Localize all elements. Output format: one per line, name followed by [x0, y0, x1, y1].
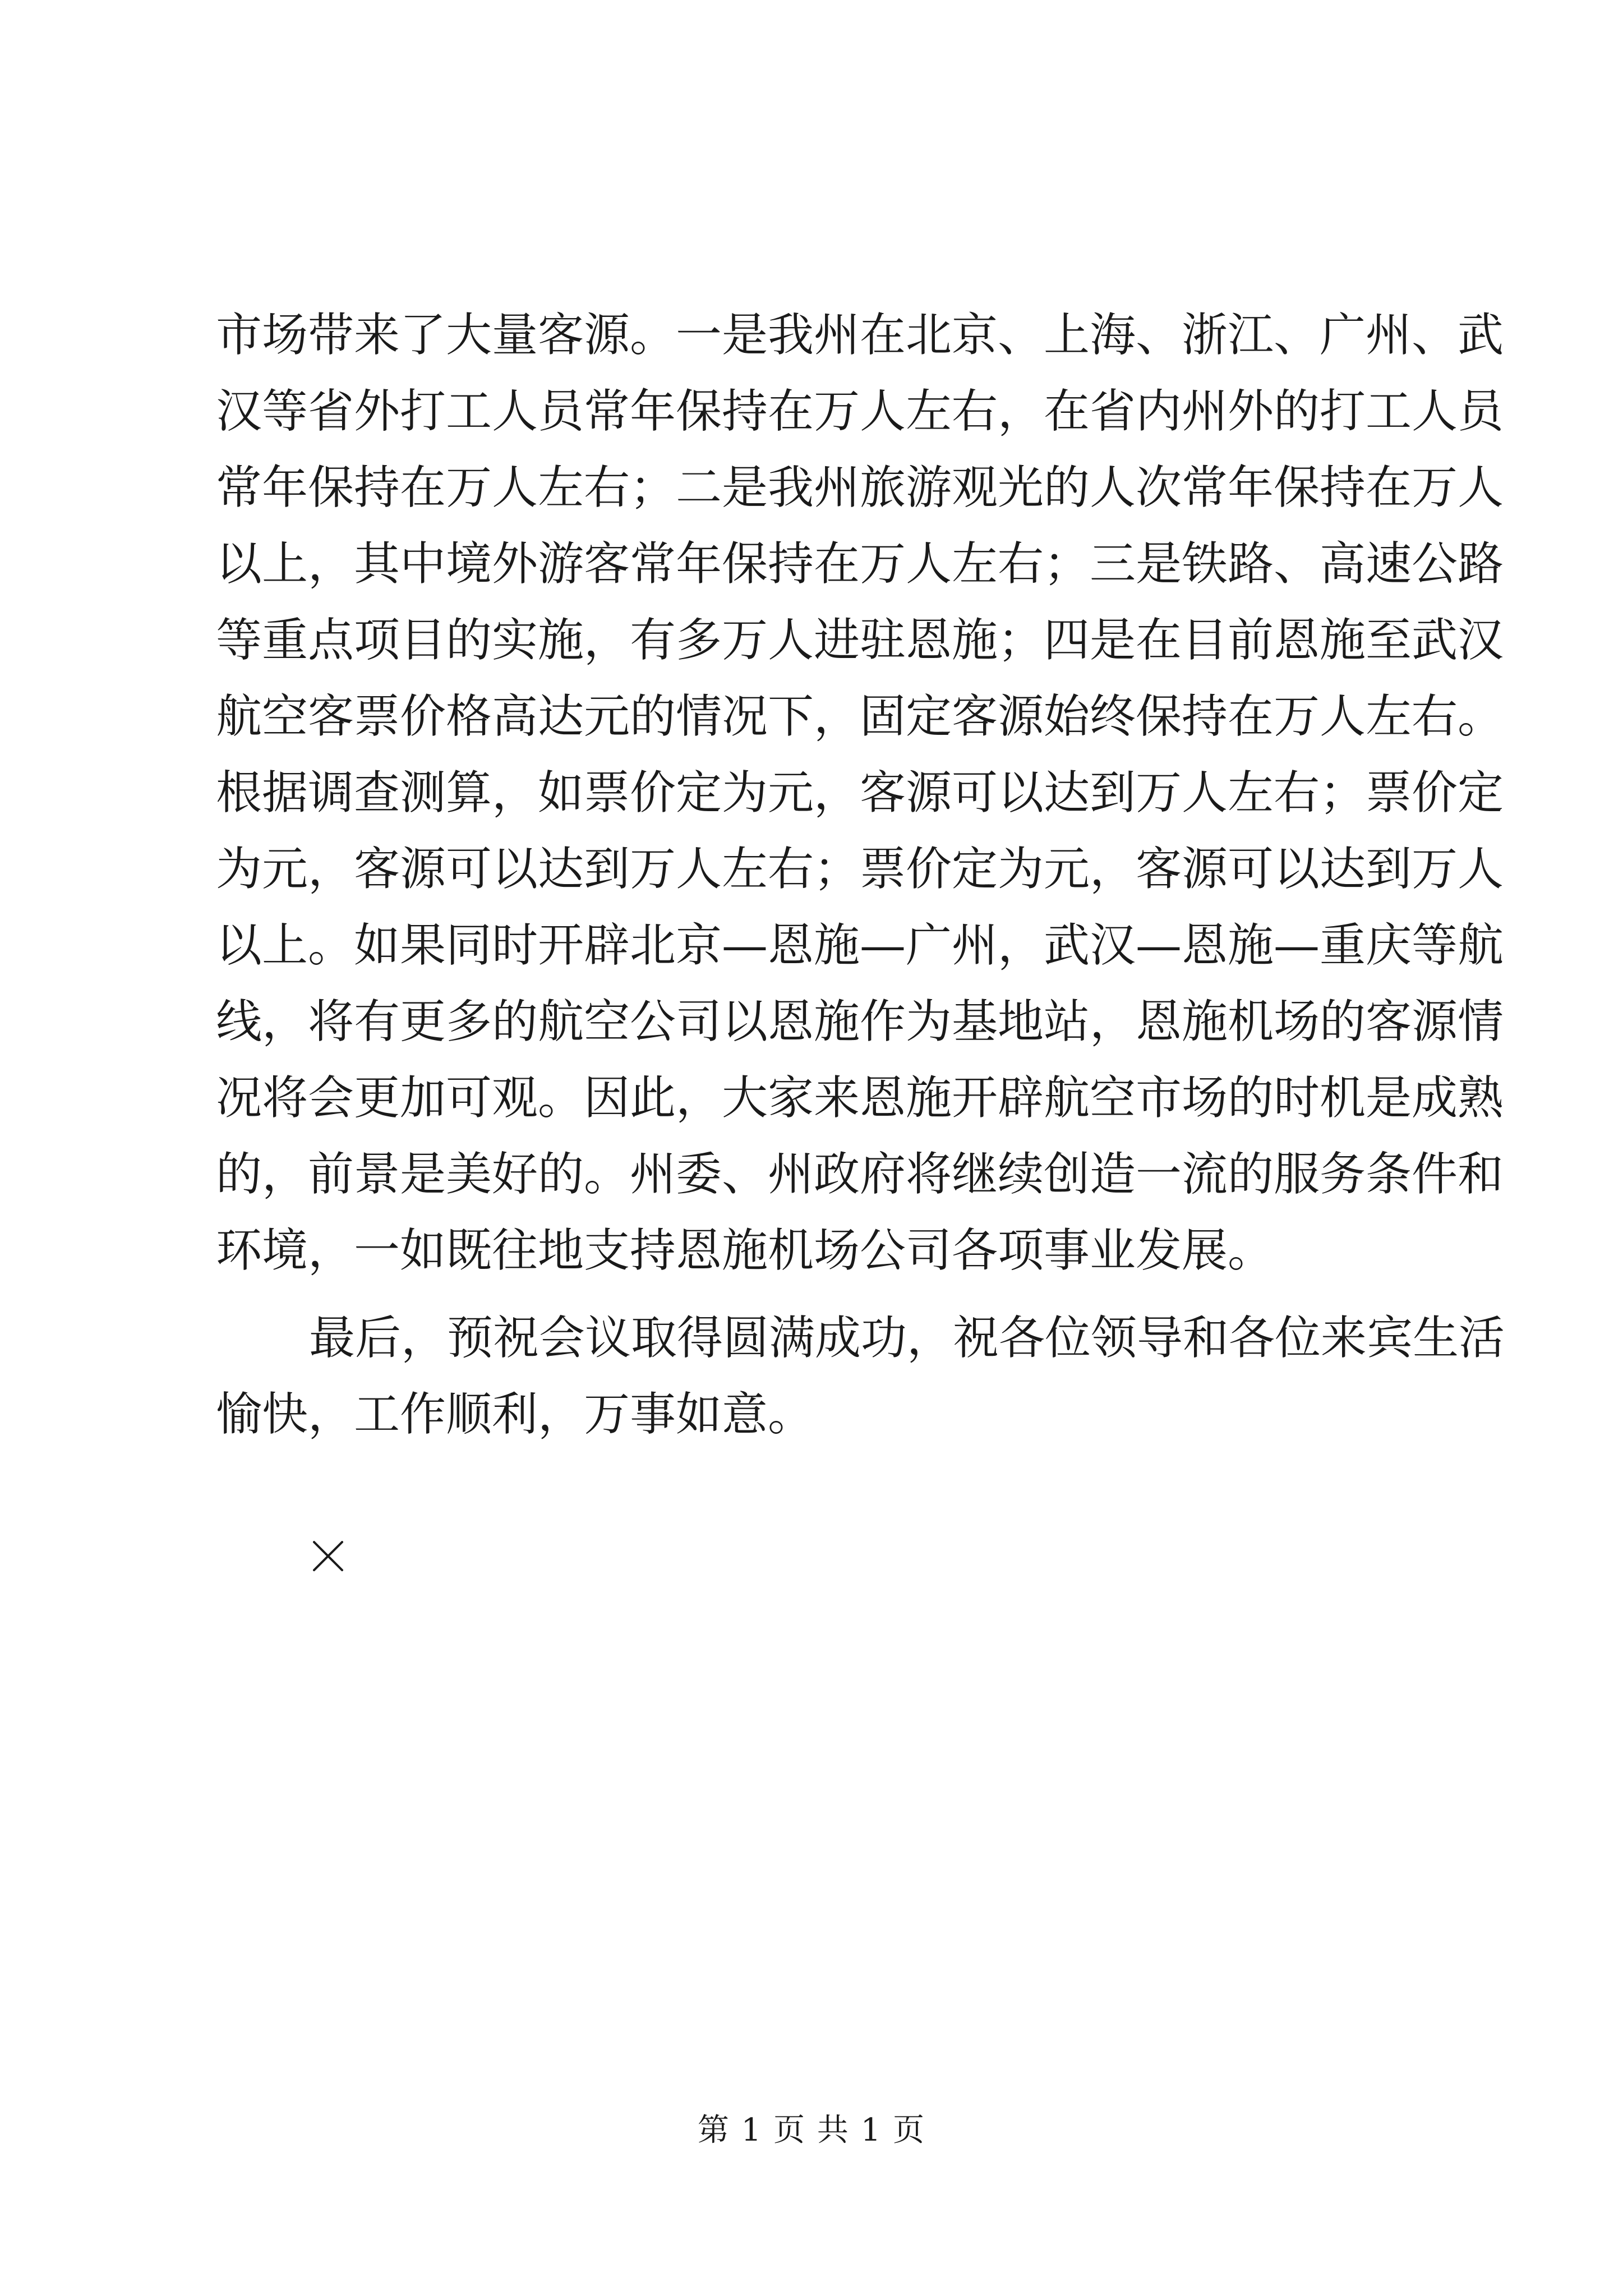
paragraph — [216, 1300, 1505, 1453]
text-line: 线，将有更多的航空公司以恩施作为基地站，恩施机场的客源情 — [216, 995, 1504, 1048]
text-line: 以上，其中境外游客常年保持在万人左右；三是铁路、高速公路 — [216, 537, 1504, 591]
text-line: 为元，客源可以达到万人左右；票价定为元，客源可以达到万人 — [216, 843, 1504, 896]
text-line: 况将会更加可观。因此，大家来恩施开辟航空市场的时机是成熟 — [216, 1071, 1504, 1125]
text-line: 愉快，工作顺利，万事如意。 — [216, 1388, 814, 1441]
text-line: 环境，一如既往地支持恩施机场公司各项事业发展。 — [216, 1224, 1274, 1277]
text-line: 根据调查测算，如票价定为元，客源可以达到万人左右；票价定 — [216, 766, 1504, 820]
text-line: 以上。如果同时开辟北京—恩施—广州，武汉—恩施—重庆等航 — [216, 919, 1504, 972]
text-line: 等重点项目的实施，有多万人进驻恩施；四是在目前恩施至武汉 — [216, 614, 1504, 667]
paragraph — [216, 297, 1504, 1289]
page-footer: 第 1 页 共 1 页 — [697, 2112, 926, 2148]
paragraph-spacer — [216, 1289, 1427, 1300]
text-line: 最后，预祝会议取得圆满成功，祝各位领导和各位来宾生活 — [309, 1312, 1505, 1365]
text-line: 航空客票价格高达元的情况下，固定客源始终保持在万人左右。 — [216, 690, 1504, 743]
text-line: 的，前景是美好的。州委、州政府将继续创造一流的服务条件和 — [216, 1148, 1504, 1201]
cross-mark-icon — [312, 1540, 344, 1572]
text-line: 常年保持在万人左右；二是我州旅游观光的人次常年保持在万人 — [216, 461, 1504, 514]
text-line: 市场带来了大量客源。一是我州在北京、上海、浙江、广州、武 — [216, 309, 1504, 362]
body-text — [216, 297, 1505, 1453]
text-line: 汉等省外打工人员常年保持在万人左右，在省内州外的打工人员 — [216, 385, 1504, 438]
